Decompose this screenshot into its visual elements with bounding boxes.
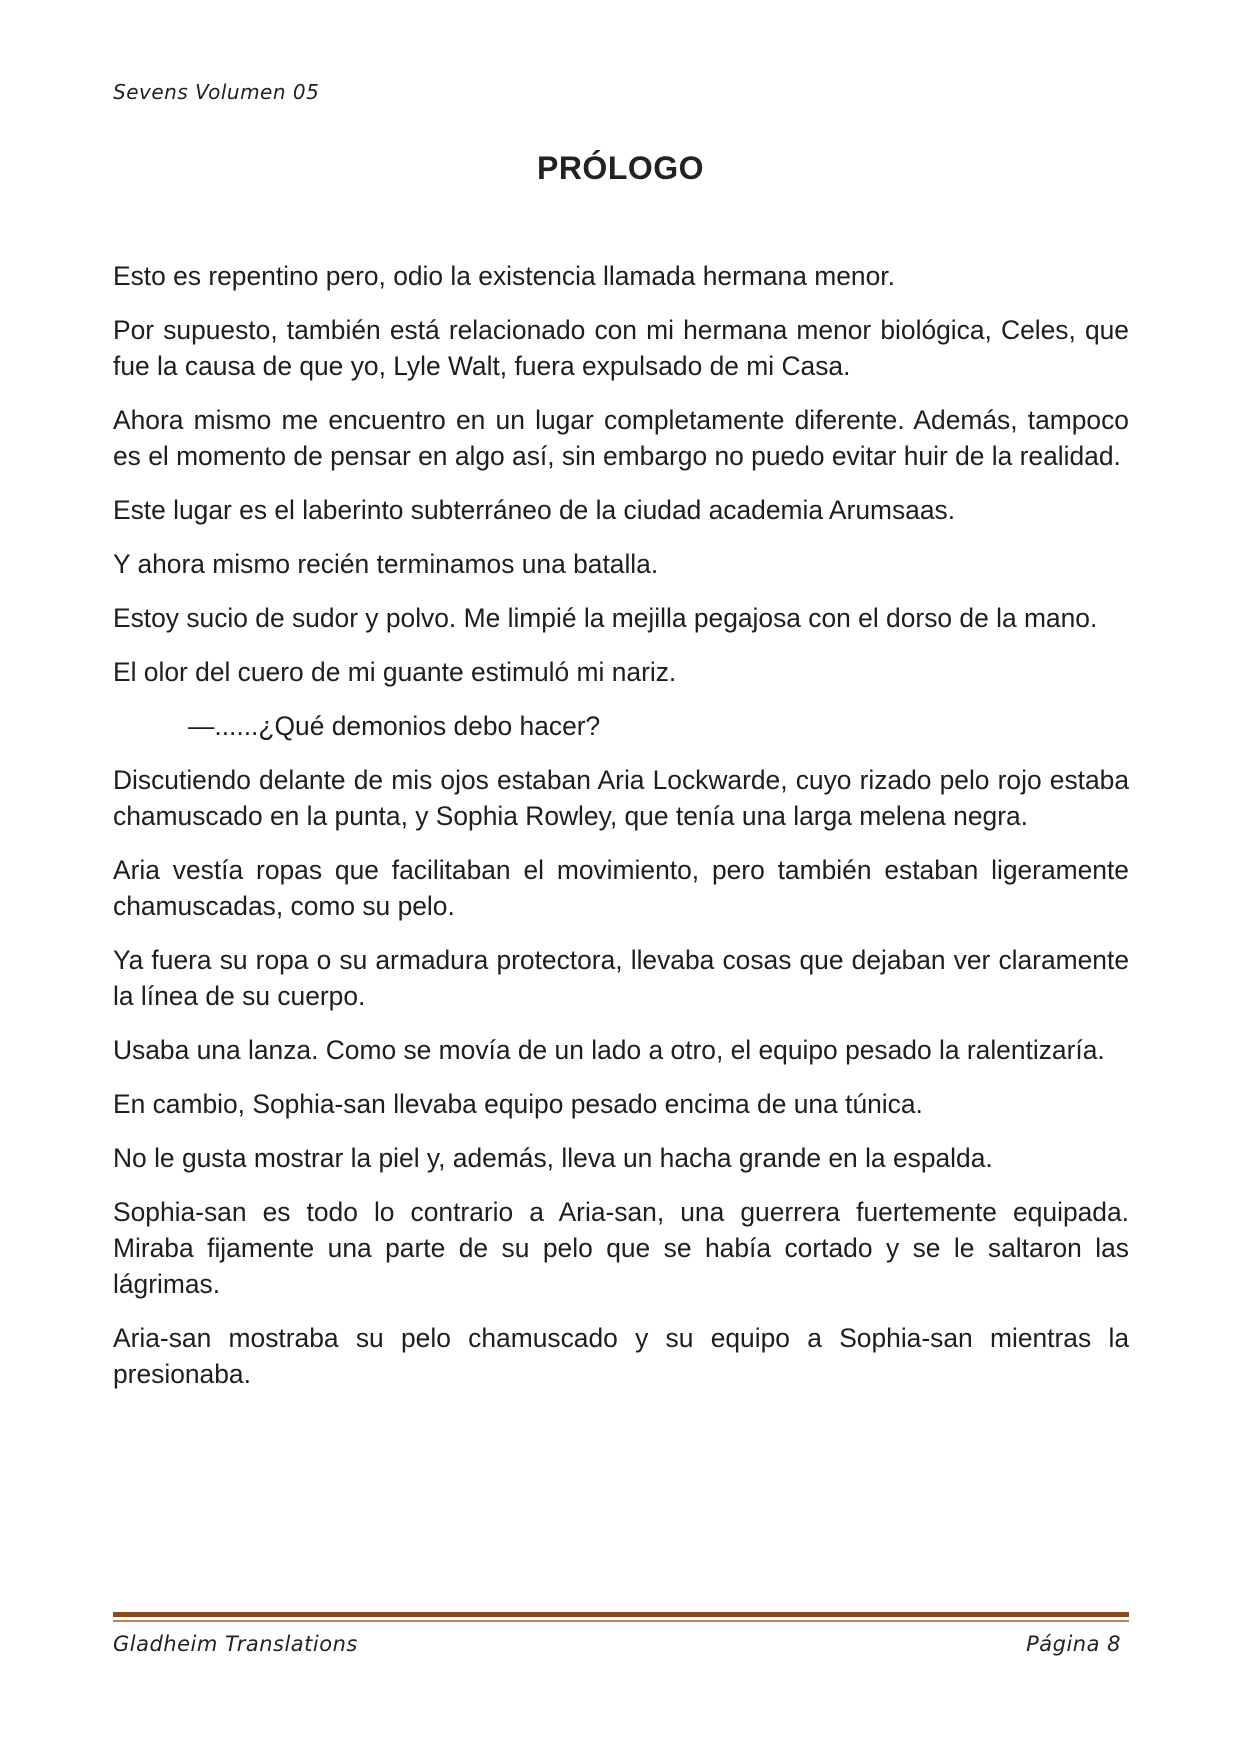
paragraph: Sophia-san es todo lo contrario a Aria-san, una guerrera fuertemente equipada. Miraba fijamente una parte de su pelo que se había cortado y se le saltaron las lágrimas.	[113, 1197, 1129, 1299]
paragraph: Aria vestía ropas que facilitaban el movimiento, pero también estaban ligeramente chamuscadas, como su pelo.	[113, 855, 1129, 921]
paragraph: El olor del cuero de mi guante estimuló mi nariz.	[113, 657, 677, 687]
paragraph: Estoy sucio de sudor y polvo. Me limpié la mejilla pegajosa con el dorso de la mano.	[113, 603, 1098, 633]
dialogue-line: —......¿Qué demonios debo hacer?	[188, 711, 601, 741]
paragraph: Este lugar es el laberinto subterráneo de la ciudad academia Arumsaas.	[113, 495, 956, 525]
footer-rule-thin	[113, 1620, 1129, 1622]
paragraph: Esto es repentino pero, odio la existencia llamada hermana menor.	[113, 261, 895, 291]
paragraph: Y ahora mismo recién terminamos una batalla.	[113, 549, 659, 579]
paragraph: Usaba una lanza. Como se movía de un lado a otro, el equipo pesado la ralentizaría.	[113, 1035, 1105, 1065]
paragraph: Aria-san mostraba su pelo chamuscado y su equipo a Sophia-san mientras la presionaba.	[113, 1323, 1129, 1389]
paragraph: En cambio, Sophia-san llevaba equipo pesado encima de una túnica.	[113, 1089, 923, 1119]
body-text	[113, 258, 1129, 1410]
paragraph: Discutiendo delante de mis ojos estaban Aria Lockwarde, cuyo rizado pelo rojo estaba chamuscado en la punta, y Sophia Rowley, que tenía una larga melena negra.	[113, 765, 1129, 831]
chapter-title: PRÓLOGO	[536, 150, 705, 186]
paragraph: No le gusta mostrar la piel y, además, lleva un hacha grande en la espalda.	[113, 1143, 993, 1173]
running-header: Sevens Volumen 05	[113, 80, 320, 104]
paragraph: Ya fuera su ropa o su armadura protectora, llevaba cosas que dejaban ver claramente la línea de su cuerpo.	[113, 945, 1129, 1011]
footer-rule	[113, 1612, 1129, 1617]
paragraph: Ahora mismo me encuentro en un lugar completamente diferente. Además, tampoco es el momento de pensar en algo así, sin embargo no puedo evitar huir de la realidad.	[113, 405, 1129, 471]
page-number: Página 8	[1026, 1632, 1121, 1656]
paragraph: Por supuesto, también está relacionado con mi hermana menor biológica, Celes, que fue la causa de que yo, Lyle Walt, fuera expulsado de mi Casa.	[113, 315, 1129, 381]
footer-credit: Gladheim Translations	[113, 1632, 358, 1656]
